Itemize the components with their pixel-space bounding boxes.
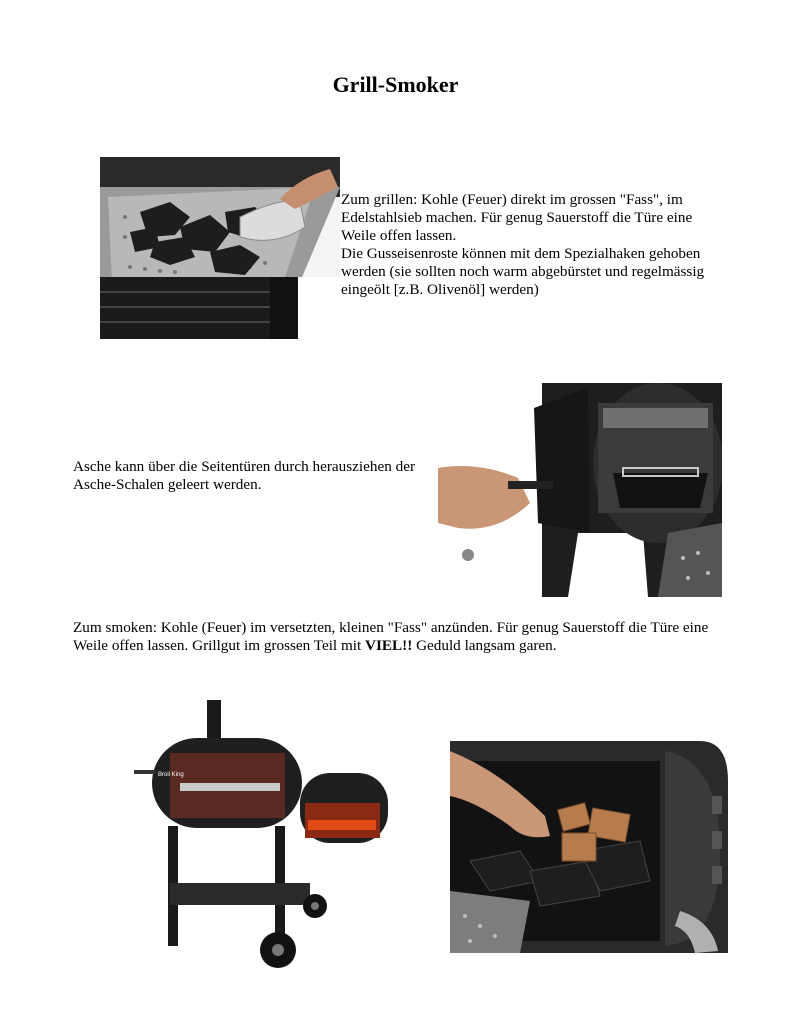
charcoal-grill-photo [100,157,340,339]
grilling-instructions: Zum grillen: Kohle (Feuer) direkt im grossen "Fass", im Edelstahlsieb machen. Für genug Sauerstoff die Türe eine Weile offen lassen. Die Gusseisenroste können mit dem Spezialhaken gehoben werden (sie sollten noch warm abgebürstet und regelmässig eingeölt [z.B. Olivenöl] werden) [341,191,705,298]
ash-pan-photo [438,383,722,597]
viel-emphasis: VIEL!! [365,637,413,654]
ash-instructions: Asche kann über die Seitentüren durch herausziehen der Asche-Schalen geleert werden. [73,458,416,493]
wood-chunks-photo [450,741,728,953]
offset-smoker-photo [130,698,402,973]
smoking-instructions: Zum smoken: Kohle (Feuer) im versetzten, kleinen "Fass" anzünden. Für genug Sauerstoff die Türe eine Weile offen lassen. Grillgut im grossen Teil mit VIEL!! Geduld langsam garen. [73,619,709,654]
page-title: Grill-Smoker [332,72,459,97]
grill-logo: Broil King [158,772,184,778]
